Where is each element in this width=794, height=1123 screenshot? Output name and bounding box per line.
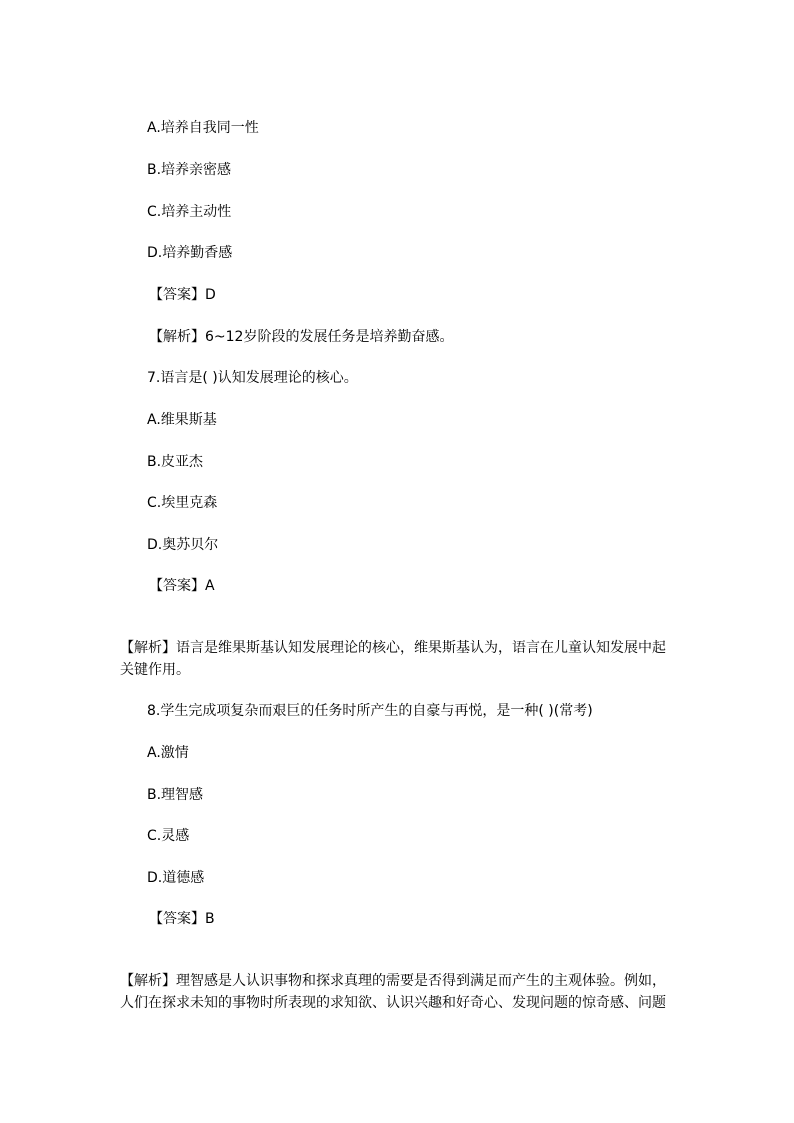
- q6-answer: 【答案】D: [149, 287, 216, 303]
- q8-stem: 8.学生完成项复杂而艰巨的任务时所产生的自豪与再悦，是一种( )(常考): [147, 703, 593, 719]
- q7-option-b: B.皮亚杰: [147, 454, 204, 470]
- q6-option-c: C.培养主动性: [147, 204, 232, 220]
- q8-option-d: D.道德感: [147, 870, 205, 886]
- q6-analysis: 【解析】6~12岁阶段的发展任务是培养勤奋感。: [149, 329, 454, 345]
- q7-option-d: D.奥苏贝尔: [147, 537, 219, 553]
- q7-option-c: C.埃里克森: [147, 495, 218, 511]
- q7-stem: 7.语言是( )认知发展理论的核心。: [147, 370, 358, 386]
- q8-option-a: A.激情: [147, 745, 189, 761]
- q6-option-a: A.培养自我同一性: [147, 120, 259, 136]
- q8-answer: 【答案】B: [149, 911, 215, 927]
- q8-option-b: B.理智感: [147, 787, 204, 803]
- q8-option-c: C.灵感: [147, 828, 190, 844]
- q7-answer: 【答案】A: [149, 578, 215, 594]
- q8-analysis: 【解析】理智感是人认识事物和探求真理的需要是否得到满足而产生的主观体验。例如，人们在探求未知的事物时所表现的求知欲、认识兴趣和好奇心、发现问题的惊奇感、问题: [120, 973, 666, 1011]
- q6-option-b: B.培养亲密感: [147, 162, 232, 178]
- q6-option-d: D.培养勤香感: [147, 245, 233, 261]
- q7-option-a: A.维果斯基: [147, 412, 217, 428]
- q7-analysis: 【解析】语言是维果斯基认知发展理论的核心，维果斯基认为，语言在儿童认知发展中起关键作用。: [120, 640, 666, 678]
